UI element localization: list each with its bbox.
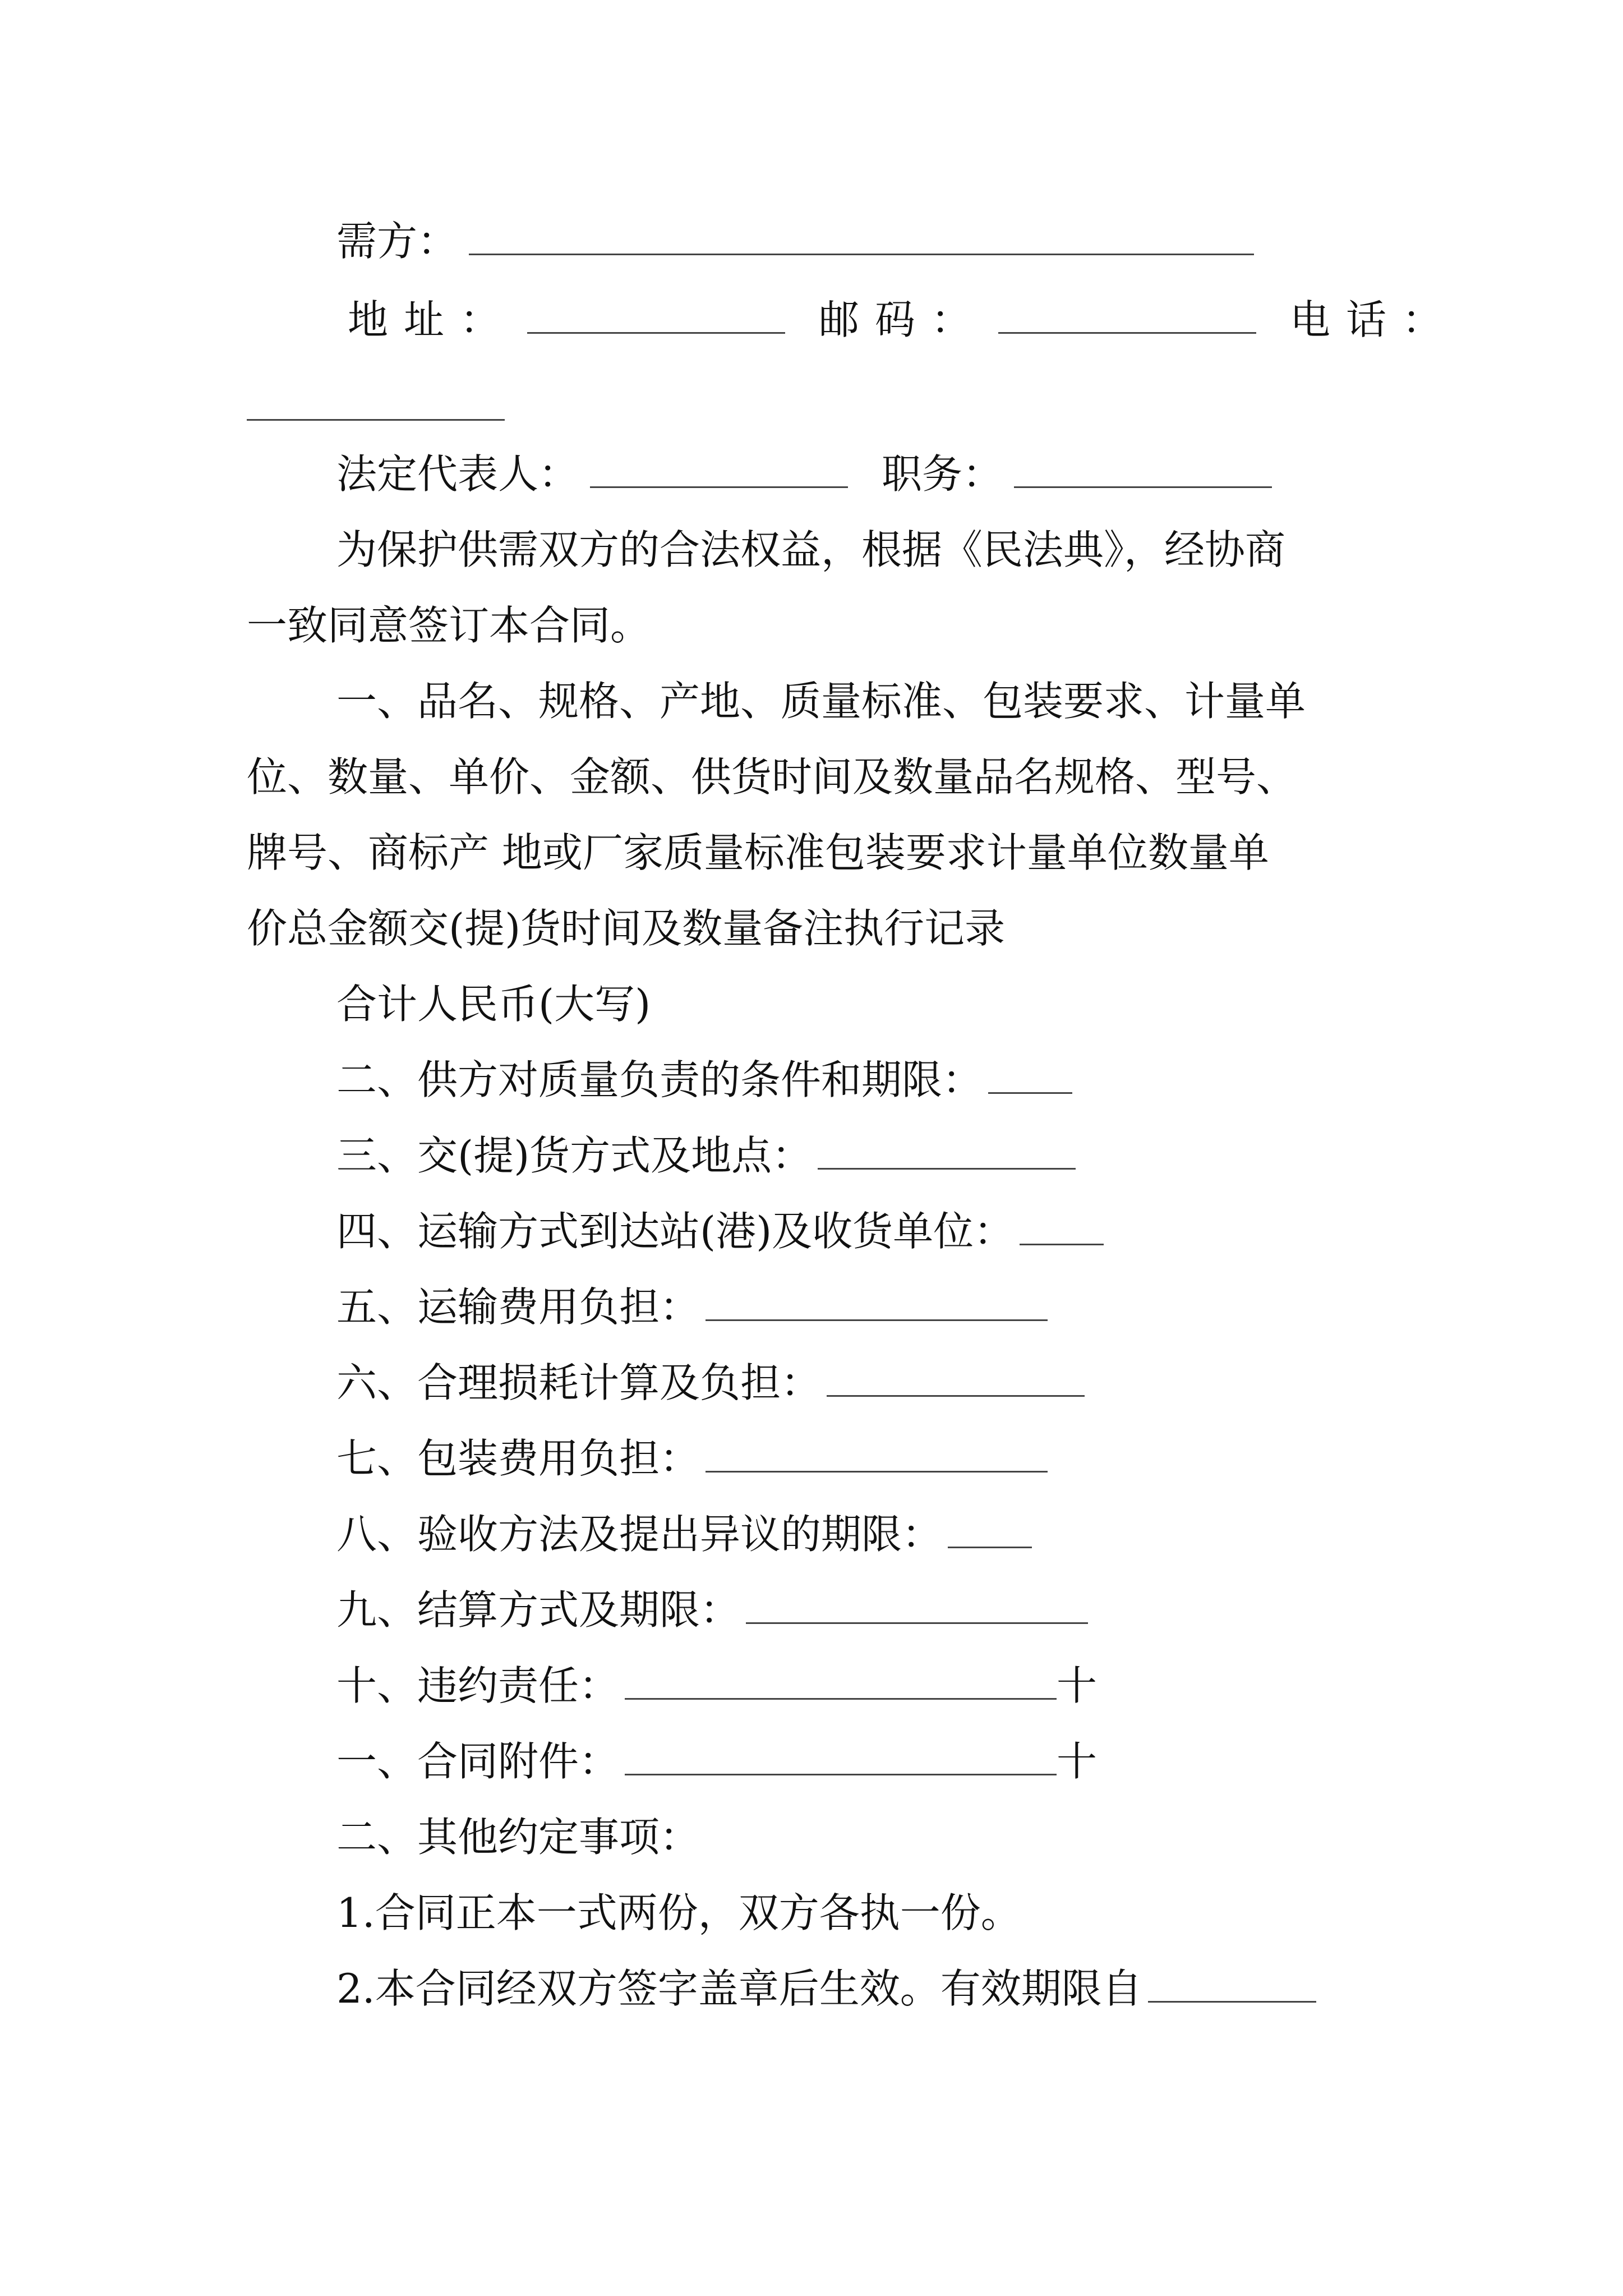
clause-6-line — [336, 1358, 1085, 1408]
other-term-2-line — [336, 1963, 1316, 2014]
clause-2-label: 二、供方对质量负责的条件和期限： — [336, 1056, 983, 1103]
clause-8-label: 八、验收方法及提出异议的期限： — [336, 1511, 943, 1558]
rep-blank[interactable] — [590, 455, 848, 488]
clause-12-label: 二、其他约定事项： — [336, 1814, 700, 1861]
preamble-line-2: 一致同意签订本合同。 — [247, 602, 651, 649]
party-b-line — [336, 216, 1254, 266]
clause-4-blank[interactable] — [1020, 1212, 1104, 1245]
clause1-line-3: 牌号、商标产 地或厂家质量标准包装要求计量单位数量单 — [247, 829, 1269, 876]
clause-5-blank[interactable] — [706, 1288, 1048, 1321]
clause-2-line — [336, 1055, 1072, 1105]
clause1-line-2: 位、数量、单价、金额、供货时间及数量品名规格、型号、 — [247, 753, 1297, 800]
clause-12-line — [336, 1812, 700, 1862]
clause-11-blank[interactable] — [625, 1742, 1057, 1775]
clause-10-blank[interactable] — [625, 1667, 1057, 1700]
clause-4-label: 四、运输方式到达站(港)及收货单位： — [336, 1208, 1015, 1255]
clause-9-line — [336, 1585, 1088, 1635]
clause-3-line — [336, 1130, 1076, 1181]
postcode-blank[interactable] — [998, 301, 1256, 334]
clause-11-label: 一、合同附件： — [336, 1738, 620, 1785]
clause-11-suffix: 十 — [1057, 1738, 1098, 1785]
clause-7-line — [336, 1433, 1048, 1484]
party-b-label: 需方： — [336, 218, 458, 265]
other-term-1: 1.合同正本一式两份，双方各执一份。 — [336, 1889, 1021, 1936]
clause-8-blank[interactable] — [948, 1515, 1032, 1548]
clause-3-blank[interactable] — [818, 1137, 1076, 1170]
clause-7-label: 七、包装费用负担： — [336, 1435, 700, 1482]
clause-8-line — [336, 1509, 1032, 1559]
postcode-label: 邮码： — [819, 296, 988, 343]
preamble-line-1: 为保护供需双方的合法权益，根据《民法典》，经协商 — [336, 526, 1286, 573]
clause-2-blank[interactable] — [988, 1061, 1072, 1094]
clause-7-blank[interactable] — [706, 1439, 1048, 1473]
phone-blank-line — [247, 381, 505, 432]
clause-10-label: 十、违约责任： — [336, 1662, 620, 1709]
clause-6-label: 六、合理损耗计算及负担： — [336, 1359, 822, 1406]
total-line: 合计人民币(大写) — [336, 981, 651, 1028]
phone-blank[interactable] — [247, 388, 505, 421]
title-label: 职务： — [882, 450, 1003, 498]
phone-label: 电话： — [1290, 296, 1459, 343]
address-label: 地址： — [348, 296, 517, 343]
clause-9-label: 九、结算方式及期限： — [336, 1586, 741, 1634]
clause-11-line — [336, 1736, 1097, 1787]
clause-10-suffix: 十 — [1057, 1662, 1098, 1709]
clause-3-label: 三、交(提)货方式及地点： — [336, 1132, 813, 1179]
representative-line — [336, 449, 1272, 499]
clause-9-blank[interactable] — [746, 1591, 1088, 1624]
clause-6-blank[interactable] — [827, 1364, 1085, 1397]
other-term-2: 2.本合同经双方签字盖章后生效。有效期限自 — [336, 1965, 1142, 2012]
clause-5-line — [336, 1282, 1048, 1332]
clause-4-line — [336, 1206, 1104, 1257]
clause1-line-4: 价总金额交(提)货时间及数量备注执行记录 — [247, 905, 1006, 952]
title-blank[interactable] — [1014, 455, 1272, 488]
rep-label: 法定代表人： — [336, 450, 579, 498]
validity-blank[interactable] — [1148, 1970, 1316, 2003]
party-b-blank[interactable] — [469, 222, 1254, 255]
clause-10-line — [336, 1660, 1097, 1711]
clause1-line-1: 一、品名、规格、产地、质量标准、包装要求、计量单 — [336, 678, 1306, 725]
address-blank[interactable] — [527, 301, 785, 334]
contact-line — [348, 295, 1458, 345]
clause-5-label: 五、运输费用负担： — [336, 1283, 700, 1331]
